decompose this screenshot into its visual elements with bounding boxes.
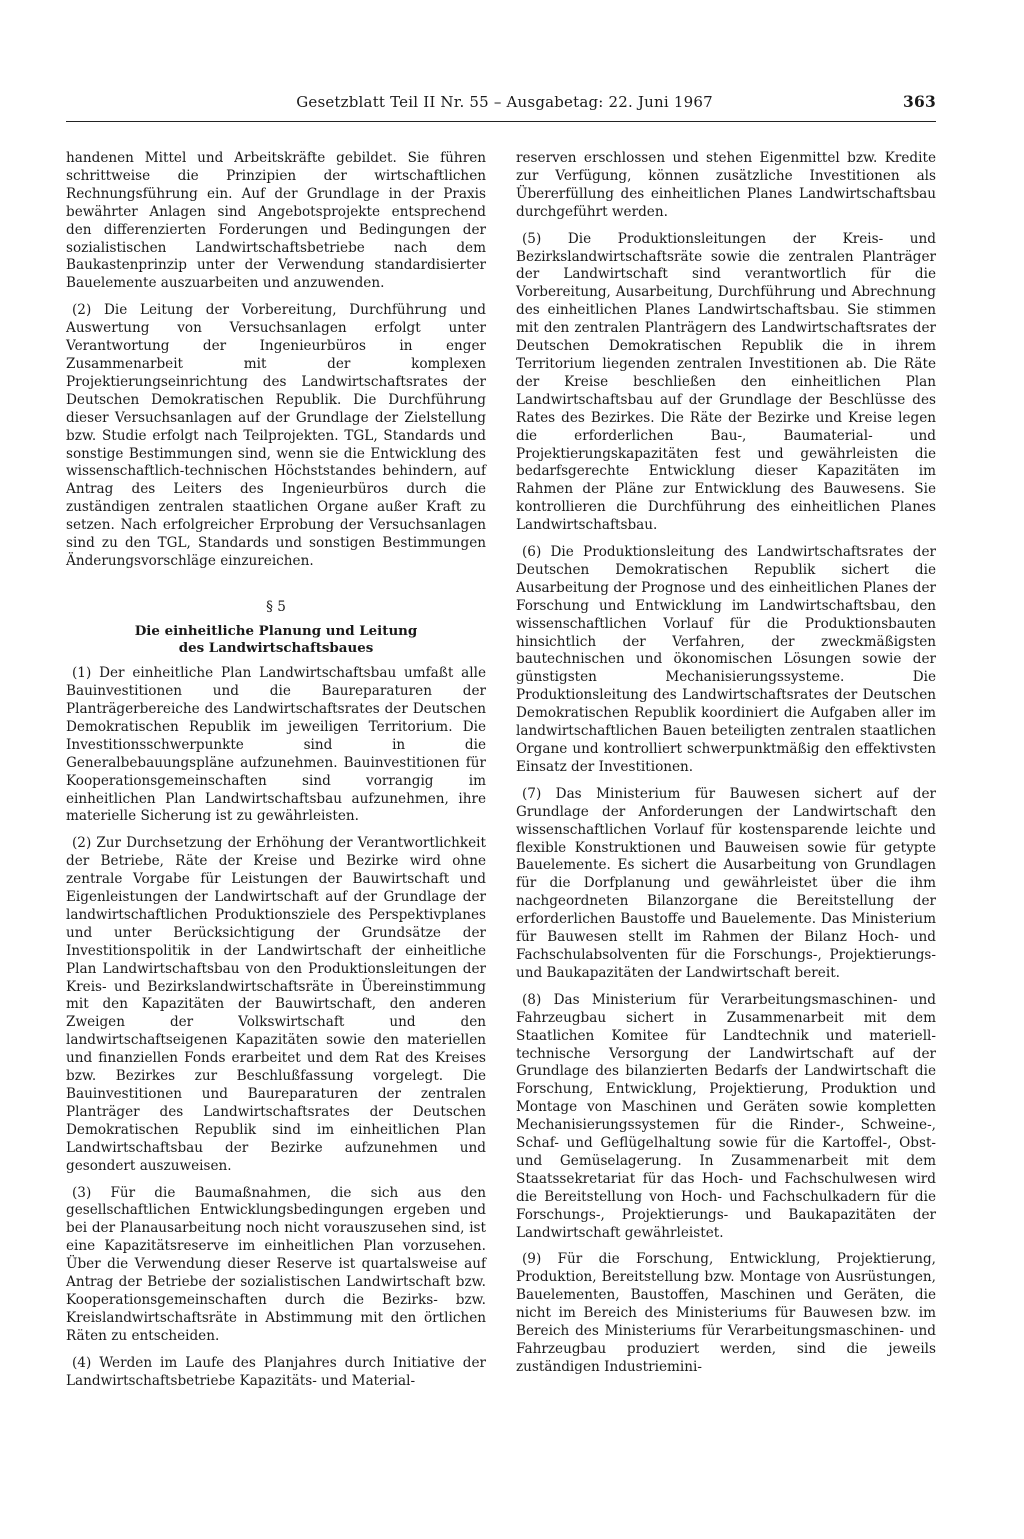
paragraph: (3) Für die Baumaßnahmen, die sich aus den gesellschaftlichen Entwicklungsbedingungen ergeben und bei der Planausarbeitung noch nicht vorauszusehen sind, ist eine Kapazitätsreserve im einheitlichen Plan vorzusehen. Über die Verwendung dieser Reserve ist quartalsweise auf Antrag der Betriebe der sozialistischen Landwirtschaft bzw. Kooperationsgemeinschaften durch die Bezirks- bzw. Kreislandwirtschaftsräte in Abstimmung mit den örtlichen Räten zu entscheiden. (66, 1184, 486, 1344)
section-title (66, 623, 486, 657)
paragraph: (8) Das Ministerium für Verarbeitungsmaschinen- und Fahrzeugbau sichert in Zusammenarbeit mit dem Staatlichen Komitee für Landtechnik und materiell-technische Versorgung der Landwirtschaft auf der Grundlage des bilanzierten Bedarfs der Landwirtschaft die Forschung, Entwicklung, Projektierung, Produktion und Montage von Maschinen und Geräten sowie kompletten Mechanisierungssystemen für die Rinder-, Schweine-, Schaf- und Geflügelhaltung sowie für die Kartoffel-, Obst- und Gemüselagerung. In Zusammenarbeit mit dem Staatssekretariat für das Hoch- und Fachschulwesen wird die Bereitstellung von Hoch- und Fachschulkadern für die Forschungs-, Projektierungs- und Baukapazitäten der Landwirtschaft gewährleistet. (516, 991, 936, 1241)
running-head: Gesetzblatt Teil II Nr. 55 – Ausgabetag: 22. Juni 1967 (296, 93, 713, 111)
section-title-line: des Landwirtschaftsbaues (178, 639, 374, 656)
paragraph: (4) Werden im Laufe des Planjahres durch Initiative der Landwirtschaftsbetriebe Kapazitäts- und Material- (66, 1354, 486, 1389)
left-column (66, 150, 486, 1400)
section-sign: § 5 (266, 598, 286, 615)
paragraph: (2) Zur Durchsetzung der Erhöhung der Verantwortlichkeit der Betriebe, Räte der Kreise und Bezirke wird ohne zentrale Vorgabe für Leistungen der Bauwirtschaft und Eigenleistungen der Landwirtschaft auf der Grundlage der landwirtschaftlichen Produktionsziele des Perspektivplanes und unter Berücksichtigung der Grundsätze der Investitionspolitik in der Landwirtschaft der einheitliche Plan Landwirtschaftsbau von den Produktionsleitungen der Kreis- und Bezirkslandwirtschaftsräte in Übereinstimmung mit den Kapazitäten der Bauwirtschaft, den anderen Zweigen der Volkswirtschaft und den landwirtschaftseigenen Kapazitäten sowie den materiellen und finanziellen Fonds erarbeitet und dem Rat des Kreises bzw. Bezirkes zur Beschlußfassung vorgelegt. Die Bauinvestitionen und Baureparaturen der zentralen Planträger des Landwirtschaftsrates der Deutschen Demokratischen Republik sind im einheitlichen Plan Landwirtschaftsbau der Bezirke aufzunehmen und gesondert auszuweisen. (66, 835, 486, 1174)
paragraph: (9) Für die Forschung, Entwicklung, Projektierung, Produktion, Bereitstellung bzw. Montage von Ausrüstungen, Bauelementen, Baustoffen, Maschinen und Geräten, die nicht im Bereich des Ministeriums für Bauwesen bzw. im Bereich des Ministeriums für Verarbeitungsmaschinen- und Fahrzeugbau produziert werden, sind die jeweils zuständigen Industriemini- (516, 1251, 936, 1375)
right-column (516, 150, 936, 1386)
page-header (66, 92, 936, 111)
page-number: 363 (903, 92, 936, 111)
header-rule (66, 121, 936, 122)
section-title-line: Die einheitliche Planung und Leitung (134, 622, 418, 639)
paragraph: (1) Der einheitliche Plan Landwirtschaftsbau umfaßt alle Bauinvestitionen und die Baureparaturen der Planträgerbereiche des Landwirtschaftsrates der Deutschen Demokratischen Republik im jeweiligen Territorium. Die Investitionsschwerpunkte sind in die Generalbebauungspläne aufzunehmen. Bauinvestitionen für Kooperationsgemeinschaften sind vorrangig im einheitlichen Plan Landwirtschaftsbau aufzunehmen, ihre materielle Sicherung ist zu gewährleisten. (66, 665, 486, 825)
paragraph: (5) Die Produktionsleitungen der Kreis- und Bezirkslandwirtschaftsräte sowie die zentralen Planträger der Landwirtschaft sind verantwortlich für die Vorbereitung, Ausarbeitung, Durchführung und Abrechnung des einheitlichen Planes Landwirtschaftsbau. Sie stimmen mit den zentralen Planträgern des Landwirtschaftsrates der Deutschen Demokratischen Republik die in ihrem Territorium liegenden zentralen Investitionen ab. Die Räte der Kreise beschließen den einheitlichen Plan Landwirtschaftsbau auf der Grundlage der Beschlüsse des Rates des Bezirkes. Die Räte der Bezirke und Kreise legen die erforderlichen Bau-, Baumaterial- und Projektierungskapazitäten fest und gewährleisten die bedarfsgerechte Entwicklung dieser Kapazitäten im Rahmen der Pläne zur Entwicklung des Bauwesens. Sie kontrollieren die Durchführung des einheitlichen Planes Landwirtschaftsbau. (516, 230, 936, 534)
paragraph: (6) Die Produktionsleitung des Landwirtschaftsrates der Deutschen Demokratischen Republik sichert die Ausarbeitung der Prognose und des einheitlichen Planes der Forschung und Entwicklung im Landwirtschaftsbau, den wissenschaftlichen Vorlauf für die Produktionsbauten hinsichtlich der Verfahren, der zweckmäßigsten bautechnischen und ökonomischen Lösungen sowie der günstigsten Mechanisierungssysteme. Die Produktionsleitung des Landwirtschaftsrates der Deutschen Demokratischen Republik koordiniert die Aufgaben aller im landwirtschaftlichen Bauen beteiligten zentralen staatlichen Organe und kontrolliert schwerpunktmäßig den effektivsten Einsatz der Investitionen. (516, 544, 936, 775)
paragraph: handenen Mittel und Arbeitskräfte gebildet. Sie führen schrittweise die Prinzipien der wirtschaftlichen Rechnungsführung ein. Auf der Grundlage in der Praxis bewährter Anlagen sind Angebotsprojekte entsprechend den differenzierten Forderungen und Bedingungen der sozialistischen Landwirtschaftsbetriebe nach dem Baukastenprinzip unter der Verwendung standardisierter Bauelemente auszuarbeiten und anzuwenden. (66, 150, 486, 292)
paragraph: (2) Die Leitung der Vorbereitung, Durchführung und Auswertung von Versuchsanlagen erfolgt unter Verantwortung der Ingenieurbüros in enger Zusammenarbeit mit der komplexen Projektierungseinrichtung des Landwirtschaftsrates der Deutschen Demokratischen Republik. Die Durchführung dieser Versuchsanlagen auf der Grundlage der Zielstellung bzw. Studie erfolgt nach Teilprojekten. TGL, Standards und sonstige Bestimmungen sind, wenn sie die Entwicklung des wissenschaftlich-technischen Höchststandes behindern, auf Antrag des Leiters des Ingenieurbüros durch die zuständigen zentralen staatlichen Organe außer Kraft zu setzen. Nach erfolgreicher Erprobung der Versuchsanlagen sind zu den TGL, Standards und sonstigen Bestimmungen Änderungsvorschläge einzureichen. (66, 302, 486, 569)
paragraph: (7) Das Ministerium für Bauwesen sichert auf der Grundlage der Anforderungen der Landwirtschaft den wissenschaftlichen Vorlauf für kostensparende leichte und flexible Konstruktionen und Bauweisen sowie für getypte Bauelemente. Es sichert die Ausarbeitung von Grundlagen für die Dorfplanung und gewährleistet über die ihm nachgeordneten Bilanzorgane die Bereitstellung der erforderlichen Baustoffe und Bauelemente. Das Ministerium für Bauwesen stellt im Rahmen der Bilanz Hoch- und Fachschulabsolventen für die Forschungs-, Projektierungs- und Baukapazitäten der Landwirtschaft bereit. (516, 785, 936, 981)
paragraph: reserven erschlossen und stehen Eigenmittel bzw. Kredite zur Verfügung, können zusätzliche Investitionen als Übererfüllung des einheitlichen Planes Landwirtschaftsbau durchgeführt werden. (516, 150, 936, 220)
